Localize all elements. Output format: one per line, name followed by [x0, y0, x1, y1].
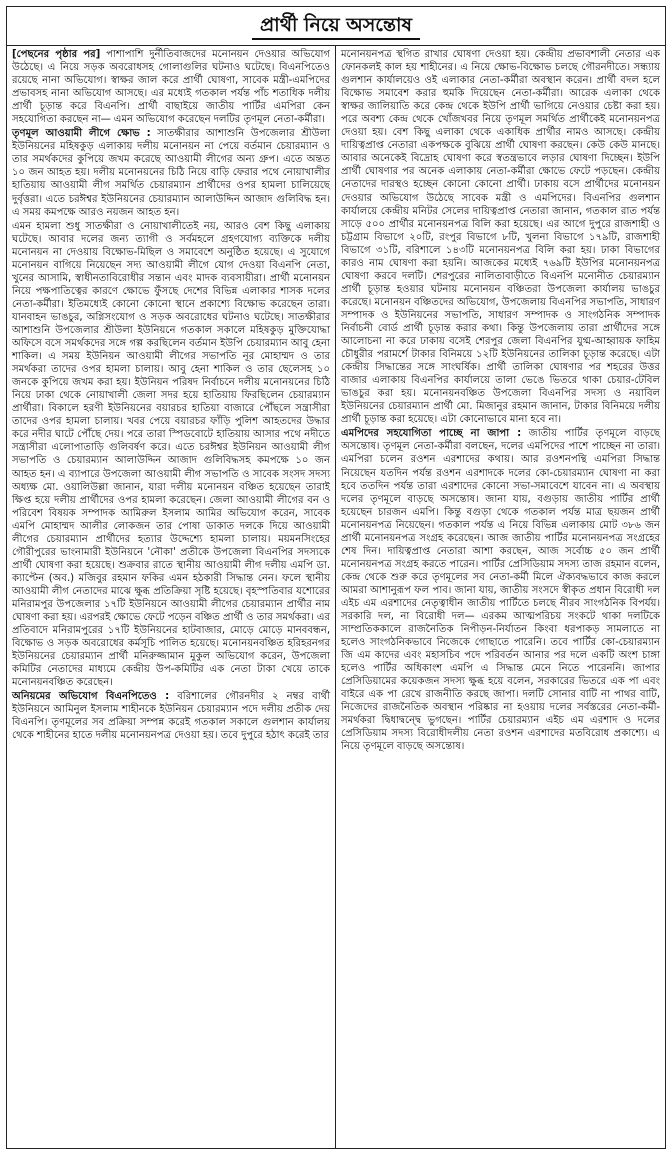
- paragraph-text: সাতক্ষীরার আশাশুনি উপজেলার শ্রীউলা ইউনিয়নের মহিষকুড় এলাকায় দলীয় মনোনয়ন না পেয়ে বর্তমান চেয়ারম্যান ও তার সমর্থকদের কুপিয়ে জখম করেছে আওয়ামী লীগের অন্য গ্রুপ। এতে অন্তত ১০ জন আহত হয়। দলীয় মনোনয়নের চিঠি নিয়ে বাড়ি ফেরার পথে নোয়াখালীর হাতিয়ায় আওয়ামী লীগ সমর্থিত চেয়ারম্যান প্রার্থীদের ওপর হামলা চালিয়েছে দুর্বৃত্তরা। এতে চরঈশ্বর ইউনিয়নের চেয়ারম্যান আলাউদ্দিন আজাদ গুলিবিদ্ধ হন। এ সময় কমপক্ষে আরও নয়জন আহত হন।: [12, 128, 331, 218]
- paragraph: [341, 48, 660, 426]
- paragraph-text: জাতীয় পার্টির তৃণমূলে বাড়ছে অসন্তোষ। তৃণমূল নেতা-কর্মীরা বলছেন, দলের এমপিদের পাশে পাচ্ছেন না তারা। এমপিরা চলেন রওশন এরশাদের কথায়। আর রওশনপন্থি এমপিরা সিদ্ধান্ত নিয়েছেন যতদিন পর্যন্ত রওশন এরশাদকে দলের কো-চেয়ারম্যান ঘোষণা না করা হবে ততদিন পর্যন্ত তারা এরশাদের কোনো সভা-সমাবেশে যাবেন না। এ অবস্থায় দলের তৃণমূলে বাড়ছে অসন্তোষ। জানা যায়, বগুড়ায় জাতীয় পার্টির প্রার্থী হয়েছেন চারজন এমপি। কিন্তু বগুড়া থেকে গতকাল পর্যন্ত মাত্র ছয়জন প্রার্থী মনোনয়নপত্র নিয়েছেন। গতকাল পর্যন্ত এ নিয়ে বিভিন্ন এলাকায় মোট ৩৮৬ জন প্রার্থী মনোনয়নপত্র সংগ্রহ করেছেন। আজ জাতীয় পার্টির মনোনয়নপত্র সংগ্রহের শেষ দিন। দায়িত্বপ্রাপ্ত নেতারা আশা করছেন, আজ সর্বোচ্চ ৫০ জন প্রার্থী মনোনয়নপত্র সংগ্রহ করতে পারেন। পার্টির প্রেসিডিয়াম সদস্য তাজ রহমান বলেন, কেন্দ্র থেকে শুরু করে তৃণমূলের সব নেতা-কর্মী মিলে ঐক্যবদ্ধভাবে কাজ করলে আমরা আশানুরূপ ফল পাব। জানা যায়, জাতীয় সংসদে স্বীকৃত প্রধান বিরোধী দল এইচ এম এরশাদের নেতৃত্বাধীন জাতীয় পার্টিতে চলছে নীরব সাংগঠনিক বিপর্যয়। সরকারি দল, না বিরোধী দল— এরকম আত্মপরিচয় সংকটে থাকা দলটিকে সাম্প্রতিককালে রাজনৈতিক নিপীড়ন-নির্যাতন কিংবা ধরপাকড় সামলাতে না হলেও সাংগঠনিকভাবে নিজেকে গোছাতে পারেনি। তবে পার্টির কো-চেয়ারম্যান জি এম কাদের এবং মহাসচিব পদে পরিবর্তন আনার পর দলে একটি অংশ চাঙ্গা হলেও পার্টির অধিকাংশ এমপি এ সিদ্ধান্ত মেনে নিতে পারেননি। জাপার প্রেসিডিয়ামের কয়েকজন সদস্য ক্ষুব্ধ হয়ে বলেন, সরকারের ভিতরে এক পা এবং বাইরে এক পা রেখে রাজনীতি করছে জাপা। দলটি সোনার বাটি না পাথর বাটি, নিজেদের রাজনৈতিক অবস্থান পরিষ্কার না হওয়ায় দলের সর্বস্তরের নেতা-কর্মী-সমর্থকরা দ্বিধাদ্বন্দ্বে ভুগছেন। পার্টির চেয়ারম্যান এইচ এম এরশাদ ও দলের প্রেসিডিয়াম সদস্য বিরোধীদলীয় নেতা রওশন এরশাদের মতবিরোধ প্রকাশ্যে। এ নিয়ে তৃণমূলে বাড়ছে অসন্তোষ।: [341, 428, 660, 753]
- left-column: [7, 46, 336, 1148]
- paragraph-text: মনোনয়নপত্র স্থগিত রাখার ঘোষণা দেওয়া হয়। কেন্দ্রীয় প্রভাবশালী নেতার এক ফোনকলই কাল হয় শাহীনের। এ নিয়ে ক্ষোভ-বিক্ষোভ চলছে গৌরনদীতে। সন্ধ্যায় গুলশান কার্যালয়েও ওই এলাকার নেতা-কর্মীরা অবস্থান করেন। প্রার্থী বদল হলে বিক্ষোভ সমাবেশ করার হুমকি দিয়েছেন নেতা-কর্মীরা। আরেক এলাকা থেকে স্বাক্ষর জালিয়াতি করে কেন্দ্র থেকে ইউপি প্রার্থী ভাগিয়ে নেওয়ার চেষ্টা করা হয়। পরে অবশ্য কেন্দ্র থেকে খোঁজখবর নিয়ে তৃণমূল সমর্থিত প্রার্থীকেই মনোনয়নপত্র দেওয়া হয়। বেশ কিছু এলাকা থেকে একাধিক প্রার্থীর নামও আসছে। কেন্দ্রীয় দায়িত্বপ্রাপ্ত নেতারা একপক্ষকে বুঝিয়ে প্রার্থী ঘোষণা করছেন। কেউ কেউ মানছে। আবার অনেকেই বিদ্রোহ ঘোষণা করে স্বতন্ত্রভাবে লড়ার ঘোষণা দিচ্ছেন। ইউপি প্রার্থী ঘোষণার পর অনেক এলাকায় নেতা-কর্মীরা ক্ষোভে ফেটে পড়ছেন। কেন্দ্রীয় নেতাদের দারস্থও হচ্ছেন কোনো কোনো প্রার্থী। ঢাকায় বসে প্রার্থীদের মনোনয়ন দেওয়ার অভিযোগ উঠেছে সাবেক মন্ত্রী ও এমপিদের। বিএনপির গুলশান কার্যালয়ে কেন্দ্রীয় মনিটর সেলের দায়িত্বপ্রাপ্ত নেতারা জানান, গতকাল রাত পর্যন্ত সাড়ে ৫০০ প্রার্থীর মনোনয়নপত্র বিলি করা হয়েছে। এর আগে দুপুরে রাজশাহী ও চট্টগ্রাম বিভাগে ২০টি, রংপুর বিভাগে ৮টি, খুলনা বিভাগে ১৭৯টি, রাজশাহী বিভাগে ৩১টি, বরিশালে ১৪৩টি মনোনয়নপত্র বিলি করা হয়। ঢাকা বিভাগের কারও নাম ঘোষণা করা হয়নি। আজকের মধ্যেই ৭৬৯টি ইউপির মনোনয়নপত্র ঘোষণা করবে দলটি। শেরপুরের নালিতাবাড়ীতে বিএনপি মনোনীত চেয়ারম্যান প্রার্থী চূড়ান্ত হওয়ার ঘটনায় মনোনয়ন বঞ্চিতরা উপজেলা কার্যালয় ভাঙচুর করেছে। মনোনয়ন বঞ্চিতদের অভিযোগ, উপজেলায় বিএনপির সভাপতি, সাধারণ সম্পাদক ও ইউনিয়নের সভাপতি, সাধারণ সম্পাদক ও সাংগঠনিক সম্পাদক নির্বাচনী বোর্ড প্রার্থী চূড়ান্ত করার কথা। কিন্তু উপজেলায় তারা প্রার্থীদের সঙ্গে আলোচনা না করে ঢাকায় বসেই শেরপুর জেলা বিএনপির যুগ্ম-আহ্বায়ক ফাহিম চৌধুরীর পরামর্শে টাকার বিনিময়ে ১২টি ইউনিয়নের তালিকা চূড়ান্ত করেছে। এটা কেন্দ্রীয় সিদ্ধান্তের সঙ্গে সাংঘর্ষিক। প্রার্থী তালিকা ঘোষণার পর শহরের উত্তর বাজার এলাকায় বিএনপির কার্যালয়ে তালা ভেঙে ভিতরে থাকা চেয়ার-টেবিল ভাঙচুর করা হয়। মনোনয়নবঞ্চিত উপজেলা বিএনপির সদস্য ও নয়াবিল ইউনিয়নের চেয়ারম্যান প্রার্থী মো. মিজানুর রহমান জানান, টাকার বিনিময়ে দলীয় প্রার্থী চূড়ান্ত করা হয়েছে। এটা কোনোভাবে মানা হবে না।: [341, 49, 660, 426]
- paragraph: [12, 220, 330, 690]
- paragraph: [12, 690, 330, 742]
- subhead-awami-league: তৃণমূল আওয়ামী লীগে ক্ষোভ :: [12, 128, 151, 140]
- paragraph: [341, 427, 660, 753]
- article-columns: [7, 46, 665, 1148]
- right-column: [336, 46, 665, 1148]
- headline-bar: [7, 7, 665, 46]
- paragraph-text: এমন হামলা শুধু সাতক্ষীরা ও নোয়াখালীতেই নয়, আরও বেশ কিছু এলাকায় ঘটেছে। আবার দলের জন্য ত্যাগী ও সর্বমহলে গ্রহণযোগ্য ব্যক্তিকে দলীয় মনোনয়ন না দেওয়ায় বিক্ষোভ-মিছিল ও সমাবেশে অনুষ্ঠিত হয়েছে। এ সুযোগে মনোনয়ন বাগিয়ে নিয়েছেন সদ্য আওয়ামী লীগে যোগ দেওয়া বিএনপি নেতা, খুনের আসামি, স্বাধীনতাবিরোধীর সন্তান এবং মাদক ব্যবসায়ীরা। প্রার্থী মনোনয়ন নিয়ে পক্ষপাতিত্বের কারণে ক্ষোভে ফুঁসছে দেশের বিভিন্ন এলাকার শাসক দলের নেতা-কর্মীরা। ইতিমধ্যেই কোনো কোনো স্থানে প্রকাশ্যে বিক্ষোভ করেছেন তারা। যানবাহন ভাঙচুর, অগ্নিসংযোগ ও সড়ক অবরোধের ঘটনাও ঘটেছে। সাতক্ষীরার আশাশুনি উপজেলার শ্রীউলা ইউনিয়নে গতকাল সকালে মহিষকুড় মুক্তিযোদ্ধা অফিসে বসে সমর্থকদের সঙ্গে গল্প করছিলেন বর্তমান ইউপি চেয়ারম্যান আবু হেনা শাকিল। এ সময় ইউনিয়ন আওয়ামী লীগের সভাপতি নূর মোহাম্মদ ও তার সমর্থকরা তাদের ওপর হামলা চালায়। আবু হেনা শাকিল ও তার ছেলেসহ ১০ জনকে কুপিয়ে জখম করা হয়। ইউনিয়ন পরিষদ নির্বাচনে দলীয় মনোনয়নের চিঠি নিয়ে ঢাকা থেকে নোয়াখালী জেলা সদর হয়ে হাতিয়ায় ফিরছিলেন চেয়ারম্যান প্রার্থীরা। বিকালে হরণী ইউনিয়নের বয়ারচর হাতিয়া বাজারে পৌঁছলে সন্ত্রাসীরা তাদের ওপর হামলা চালায়। খবর পেয়ে বয়ারচর ফাঁড়ি পুলিশ আহতদের উদ্ধার করে নদীর ঘাটে পৌঁছে দেয়। পরে তারা স্পিডবোটে হাতিয়ায় আসার পথে নদীতে সন্ত্রাসীরা এলোপাতাড়ি গুলিবর্ষণ করে। এতে চরঈশ্বর ইউনিয়ন আওয়ামী লীগ সভাপতি ও চেয়ারম্যান আলাউদ্দিন আজাদ গুলিবিদ্ধসহ কমপক্ষে ১০ জন আহত হন। এ ব্যাপারে উপজেলা আওয়ামী লীগ সভাপতি ও সাবেক সংসদ সদস্য অধ্যক্ষ মো. ওয়ালিউল্লা জানান, যারা দলীয় মনোনয়ন বঞ্চিত হয়েছেন তারাই ক্ষিপ্ত হয়ে দলীয় প্রার্থীদের ওপর হামলা করেছেন। জেলা আওয়ামী লীগের বন ও পরিবেশ বিষয়ক সম্পাদক আমিরুল ইসলাম আমির অভিযোগ করেন, সাবেক এমপি মোহাম্মদ আলীর লোকজন তার পোষা ডাকাত দলকে দিয়ে আওয়ামী লীগের চেয়ারম্যান প্রার্থীদের হত্যার উদ্দেশ্যে হামলা চালায়। ময়মনসিংহের গৌরীপুরের ভাংনামারী ইউনিয়নে 'নৌকা' প্রতীকে উপজেলা বিএনপির সদস্যকে প্রার্থী ঘোষণা করা হয়েছে। শুক্রবার রাতে স্থানীয় আওয়ামী লীগ দলীয় এমপি ডা. ক্যাপ্টেন (অব.) মজিবুর রহমান ফকির এমন হঠকারী সিদ্ধান্ত নেন। ফলে স্থানীয় আওয়ামী লীগ নেতাদের মাঝে ক্ষুব্ধ প্রতিক্রিয়া সৃষ্টি হয়েছে। বৃহস্পতিবার যশোরের মনিরামপুর উপজেলার ১৭টি ইউনিয়নে আওয়ামী লীগের চেয়ারম্যান প্রার্থীর নাম ঘোষণা করা হয়। এরপরই ক্ষোভে ফেটে পড়েন বঞ্চিত প্রার্থী ও তার সমর্থকরা। এর প্রতিবাদে মনিরামপুরের ১৭টি ইউনিয়নের হাটবাজার, মোড়ে মোড়ে মানববন্ধন, বিক্ষোভ ও সড়ক অবরোধের কর্মসূচি পালিত হয়েছে। মনোনয়নবঞ্চিত হরিহরনগর ইউনিয়নের চেয়ারম্যান প্রার্থী মনিরুজ্জামান মুকুল অভিযোগ করেন, উপজেলা কমিটির নেতাদের মাধ্যমে কেন্দ্রীয় উপ-কমিটির এক নেতা টাকা খেয়ে তাকে মনোনয়নবঞ্চিত করেছেন।: [12, 220, 330, 689]
- continued-kicker: [পেছনের পৃষ্ঠার পর]: [12, 49, 101, 60]
- subhead-bnp: অনিয়মের অভিযোগ বিএনপিতেও :: [12, 691, 170, 703]
- paragraph-text: পাশাপাশি দুর্নীতিবাজদের মনোনয়ন দেওয়ার অভিযোগ উঠেছে। এ নিয়ে সড়ক অবরোধসহ গোলাগুলির ঘটনাও ঘটেছে। বিএনপিতেও রয়েছে নানা অভিযোগ। স্বাক্ষর জাল করে প্রার্থী ঘোষণা, সাবেক মন্ত্রী-এমপিদের প্রভাবসহ নানা অভিযোগ আসছে। এর মধ্যেই গতকাল পর্যন্ত পাঁচ শতাধিক দলীয় প্রার্থী চূড়ান্ত করে বিএনপি। প্রার্থী বাছাইয়ে জাতীয় পার্টির এমপিরা কেন সহযোগিতা করছেন না— এমন অভিযোগ করেছেন দলটির তৃণমূল নেতা-কর্মীরা।: [12, 49, 330, 126]
- paragraph-text: বরিশালের গৌরনদীর ২ নম্বর বার্থী ইউনিয়নে আমিনুল ইসলাম শাহীনকে ইউনিয়ন চেয়ারম্যান পদে দলীয় প্রতীক দেয় বিএনপি। তৃণমূলের সব প্রক্রিয়া সম্পন্ন করেই গতকাল সকালে গুলশান কার্যালয় থেকে শাহীনের হাতে দলীয় মনোনয়নপত্র দেওয়া হয়। তবে দুপুরে হঠাৎ করেই তার: [12, 691, 331, 742]
- newspaper-page: [6, 6, 666, 1149]
- headline: প্রার্থী নিয়ে অসন্তোষ: [252, 13, 420, 40]
- paragraph: [12, 127, 330, 218]
- subhead-japa: এমপিদের সহযোগিতা পাচ্ছে না জাপা :: [341, 428, 522, 440]
- paragraph: [12, 48, 330, 126]
